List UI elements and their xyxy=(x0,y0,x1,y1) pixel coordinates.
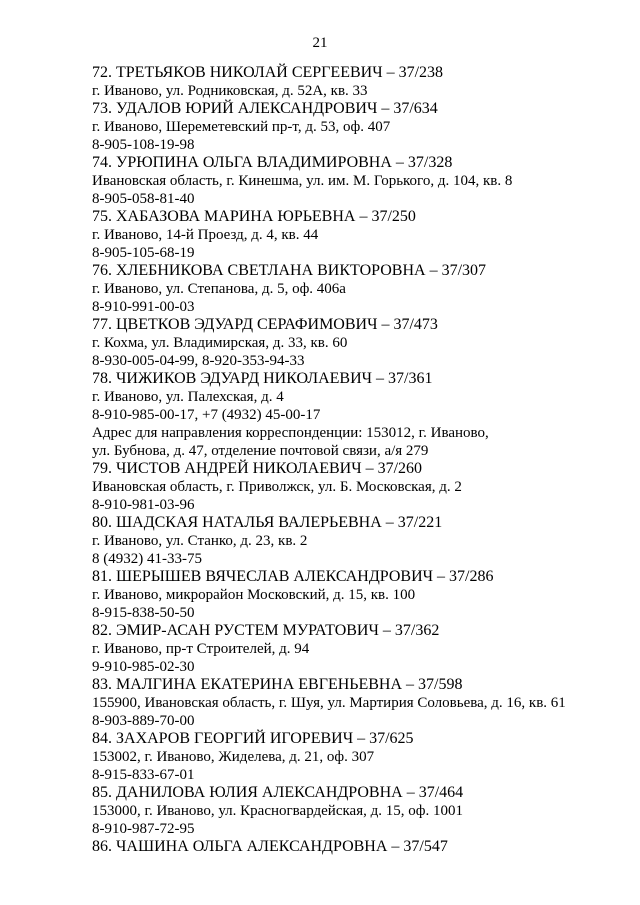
entry-heading: 75. ХАБАЗОВА МАРИНА ЮРЬЕВНА – 37/250 xyxy=(92,208,416,225)
entry-detail-line: г. Иваново, ул. Родниковская, д. 52А, кв. 33 xyxy=(92,83,368,99)
entry-detail-line: 8-903-889-70-00 xyxy=(92,713,195,729)
entry-detail-line: Ивановская область, г. Кинешма, ул. им. М. Горького, д. 104, кв. 8 xyxy=(92,173,513,189)
registry-entry xyxy=(92,622,612,676)
registry-entry xyxy=(92,784,612,838)
entry-detail-line: 8-905-108-19-98 xyxy=(92,137,195,153)
registry-entry xyxy=(92,676,612,730)
entry-heading: 78. ЧИЖИКОВ ЭДУАРД НИКОЛАЕВИЧ – 37/361 xyxy=(92,370,433,387)
entry-detail-line: г. Иваново, 14-й Проезд, д. 4, кв. 44 xyxy=(92,227,319,243)
entry-detail-line: 8-905-105-68-19 xyxy=(92,245,195,261)
entry-detail-line: ул. Бубнова, д. 47, отделение почтовой связи, а/я 279 xyxy=(92,443,429,459)
registry-entry xyxy=(92,208,612,262)
entry-heading: 79. ЧИСТОВ АНДРЕЙ НИКОЛАЕВИЧ – 37/260 xyxy=(92,460,423,477)
entry-detail-line: 8-930-005-04-99, 8-920-353-94-33 xyxy=(92,353,305,369)
entry-detail-line: г. Иваново, ул. Станко, д. 23, кв. 2 xyxy=(92,533,308,549)
entry-heading: 77. ЦВЕТКОВ ЭДУАРД СЕРАФИМОВИЧ – 37/473 xyxy=(92,316,438,333)
registry-entry xyxy=(92,100,612,154)
entry-detail-line: г. Иваново, ул. Степанова, д. 5, оф. 406а xyxy=(92,281,346,297)
entry-detail-line: г. Иваново, пр-т Строителей, д. 94 xyxy=(92,641,310,657)
entry-detail-line: 8-915-838-50-50 xyxy=(92,605,195,621)
entry-detail-line: 8-905-058-81-40 xyxy=(92,191,195,207)
entry-detail-line: 8-910-987-72-95 xyxy=(92,821,195,837)
entry-heading: 81. ШЕРЫШЕВ ВЯЧЕСЛАВ АЛЕКСАНДРОВИЧ – 37/286 xyxy=(92,568,494,585)
entry-heading: 74. УРЮПИНА ОЛЬГА ВЛАДИМИРОВНА – 37/328 xyxy=(92,154,453,171)
entry-detail-line: 8-910-991-00-03 xyxy=(92,299,195,315)
entry-detail-line: Адрес для направления корреспонденции: 153012, г. Иваново, xyxy=(92,425,489,441)
entry-detail-line: Ивановская область, г. Приволжск, ул. Б. Московская, д. 2 xyxy=(92,479,462,495)
entry-detail-line: 8-915-833-67-01 xyxy=(92,767,195,783)
registry-list xyxy=(92,64,612,856)
entry-heading: 86. ЧАШИНА ОЛЬГА АЛЕКСАНДРОВНА – 37/547 xyxy=(92,838,448,855)
registry-entry xyxy=(92,514,612,568)
entry-heading: 82. ЭМИР-АСАН РУСТЕМ МУРАТОВИЧ – 37/362 xyxy=(92,622,440,639)
registry-entry xyxy=(92,316,612,370)
entry-detail-line: 8-910-981-03-96 xyxy=(92,497,195,513)
entry-heading: 80. ШАДСКАЯ НАТАЛЬЯ ВАЛЕРЬЕВНА – 37/221 xyxy=(92,514,443,531)
registry-entry xyxy=(92,370,612,460)
registry-entry xyxy=(92,64,612,100)
entry-detail-line: 8-910-985-00-17, +7 (4932) 45-00-17 xyxy=(92,407,321,423)
entry-heading: 84. ЗАХАРОВ ГЕОРГИЙ ИГОРЕВИЧ – 37/625 xyxy=(92,730,414,747)
entry-detail-line: 153002, г. Иваново, Жиделева, д. 21, оф. 307 xyxy=(92,749,375,765)
page-number: 21 xyxy=(312,35,328,51)
registry-entry xyxy=(92,568,612,622)
entry-heading: 72. ТРЕТЬЯКОВ НИКОЛАЙ СЕРГЕЕВИЧ – 37/238 xyxy=(92,64,444,81)
entry-detail-line: г. Иваново, ул. Палехская, д. 4 xyxy=(92,389,284,405)
registry-entry xyxy=(92,730,612,784)
entry-heading: 85. ДАНИЛОВА ЮЛИЯ АЛЕКСАНДРОВНА – 37/464 xyxy=(92,784,464,801)
entry-detail-line: 153000, г. Иваново, ул. Красногвардейская, д. 15, оф. 1001 xyxy=(92,803,463,819)
entry-heading: 73. УДАЛОВ ЮРИЙ АЛЕКСАНДРОВИЧ – 37/634 xyxy=(92,100,438,117)
entry-detail-line: 155900, Ивановская область, г. Шуя, ул. Мартирия Соловьева, д. 16, кв. 61 xyxy=(92,695,566,711)
entry-detail-line: г. Кохма, ул. Владимирская, д. 33, кв. 60 xyxy=(92,335,348,351)
entry-detail-line: г. Иваново, микрорайон Московский, д. 15, кв. 100 xyxy=(92,587,416,603)
registry-entry xyxy=(92,154,612,208)
registry-entry xyxy=(92,262,612,316)
entry-detail-line: 8 (4932) 41-33-75 xyxy=(92,551,202,567)
entry-heading: 83. МАЛГИНА ЕКАТЕРИНА ЕВГЕНЬЕВНА – 37/598 xyxy=(92,676,463,693)
registry-entry xyxy=(92,460,612,514)
registry-entry xyxy=(92,838,612,856)
entry-detail-line: 9-910-985-02-30 xyxy=(92,659,195,675)
entry-heading: 76. ХЛЕБНИКОВА СВЕТЛАНА ВИКТОРОВНА – 37/307 xyxy=(92,262,487,279)
entry-detail-line: г. Иваново, Шереметевский пр-т, д. 53, оф. 407 xyxy=(92,119,391,135)
